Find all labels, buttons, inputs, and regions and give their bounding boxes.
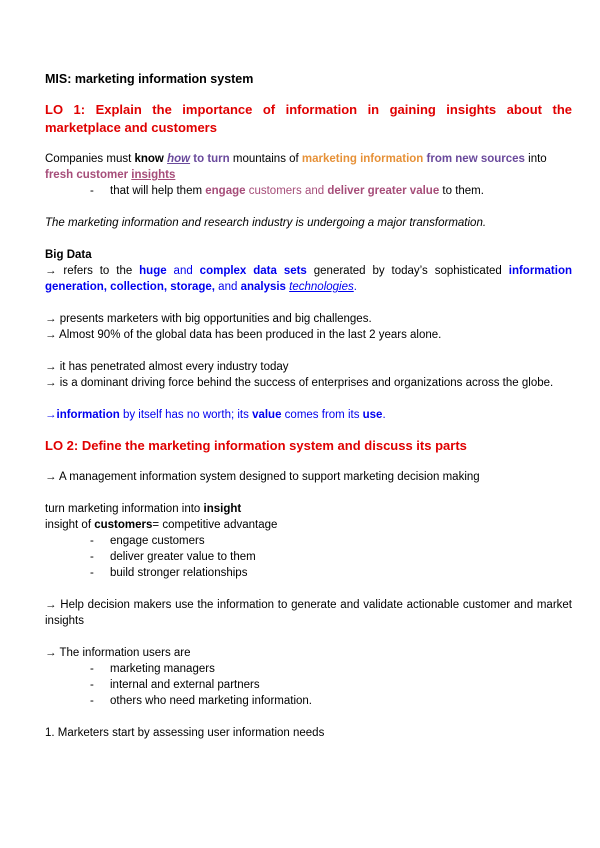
lo2-customers-line: insight of customers= competitive advantage <box>45 519 278 531</box>
document-title: MIS: marketing information system <box>45 72 254 86</box>
lo2-insight-line: turn marketing information into insight <box>45 503 242 515</box>
technologies-link[interactable]: technologies <box>289 281 354 293</box>
big-data-point-5: →information by itself has no worth; its value comes from its use. <box>45 409 386 421</box>
list-item: - deliver greater value to them <box>45 549 572 565</box>
lo2-point-1: → A management information system designed to support marketing decision making <box>45 471 480 483</box>
lo1-paragraph: Companies must know how to turn mountains of marketing information from new sources into fresh customer insights <box>45 153 547 181</box>
list-item: - others who need marketing information. <box>45 693 572 709</box>
big-data-definition: → refers to the huge and complex data sets generated by today’s sophisticated information generation, collection, storage, and analysis technologies. <box>45 265 572 293</box>
list-item: - build stronger relationships <box>45 565 572 581</box>
lo2-heading: LO 2: Define the marketing information system and discuss its parts <box>45 438 467 453</box>
big-data-point-2: → Almost 90% of the global data has been produced in the last 2 years alone. <box>45 329 442 341</box>
document-page <box>45 71 572 741</box>
list-item: - engage customers <box>45 533 572 549</box>
big-data-point-1: → presents marketers with big opportunities and big challenges. <box>45 313 372 325</box>
lo2-point-2: → Help decision makers use the information to generate and validate actionable customer and market insights <box>45 599 572 627</box>
big-data-point-4: → is a dominant driving force behind the success of enterprises and organizations across the globe. <box>45 377 554 389</box>
lo1-italic-note: The marketing information and research industry is undergoing a major transformation. <box>45 217 487 229</box>
list-item: - internal and external partners <box>45 677 572 693</box>
lo2-users-intro: → The information users are <box>45 647 191 659</box>
lo2-numbered-point: 1. Marketers start by assessing user information needs <box>45 727 325 739</box>
lo1-bullet: - that will help them engage customers and deliver greater value to them. <box>45 183 572 199</box>
lo1-heading: LO 1: Explain the importance of information in gaining insights about the marketplace and customers <box>45 102 572 135</box>
list-item: - marketing managers <box>45 661 572 677</box>
big-data-heading: Big Data <box>45 249 92 261</box>
big-data-point-3: → it has penetrated almost every industry today <box>45 361 289 373</box>
